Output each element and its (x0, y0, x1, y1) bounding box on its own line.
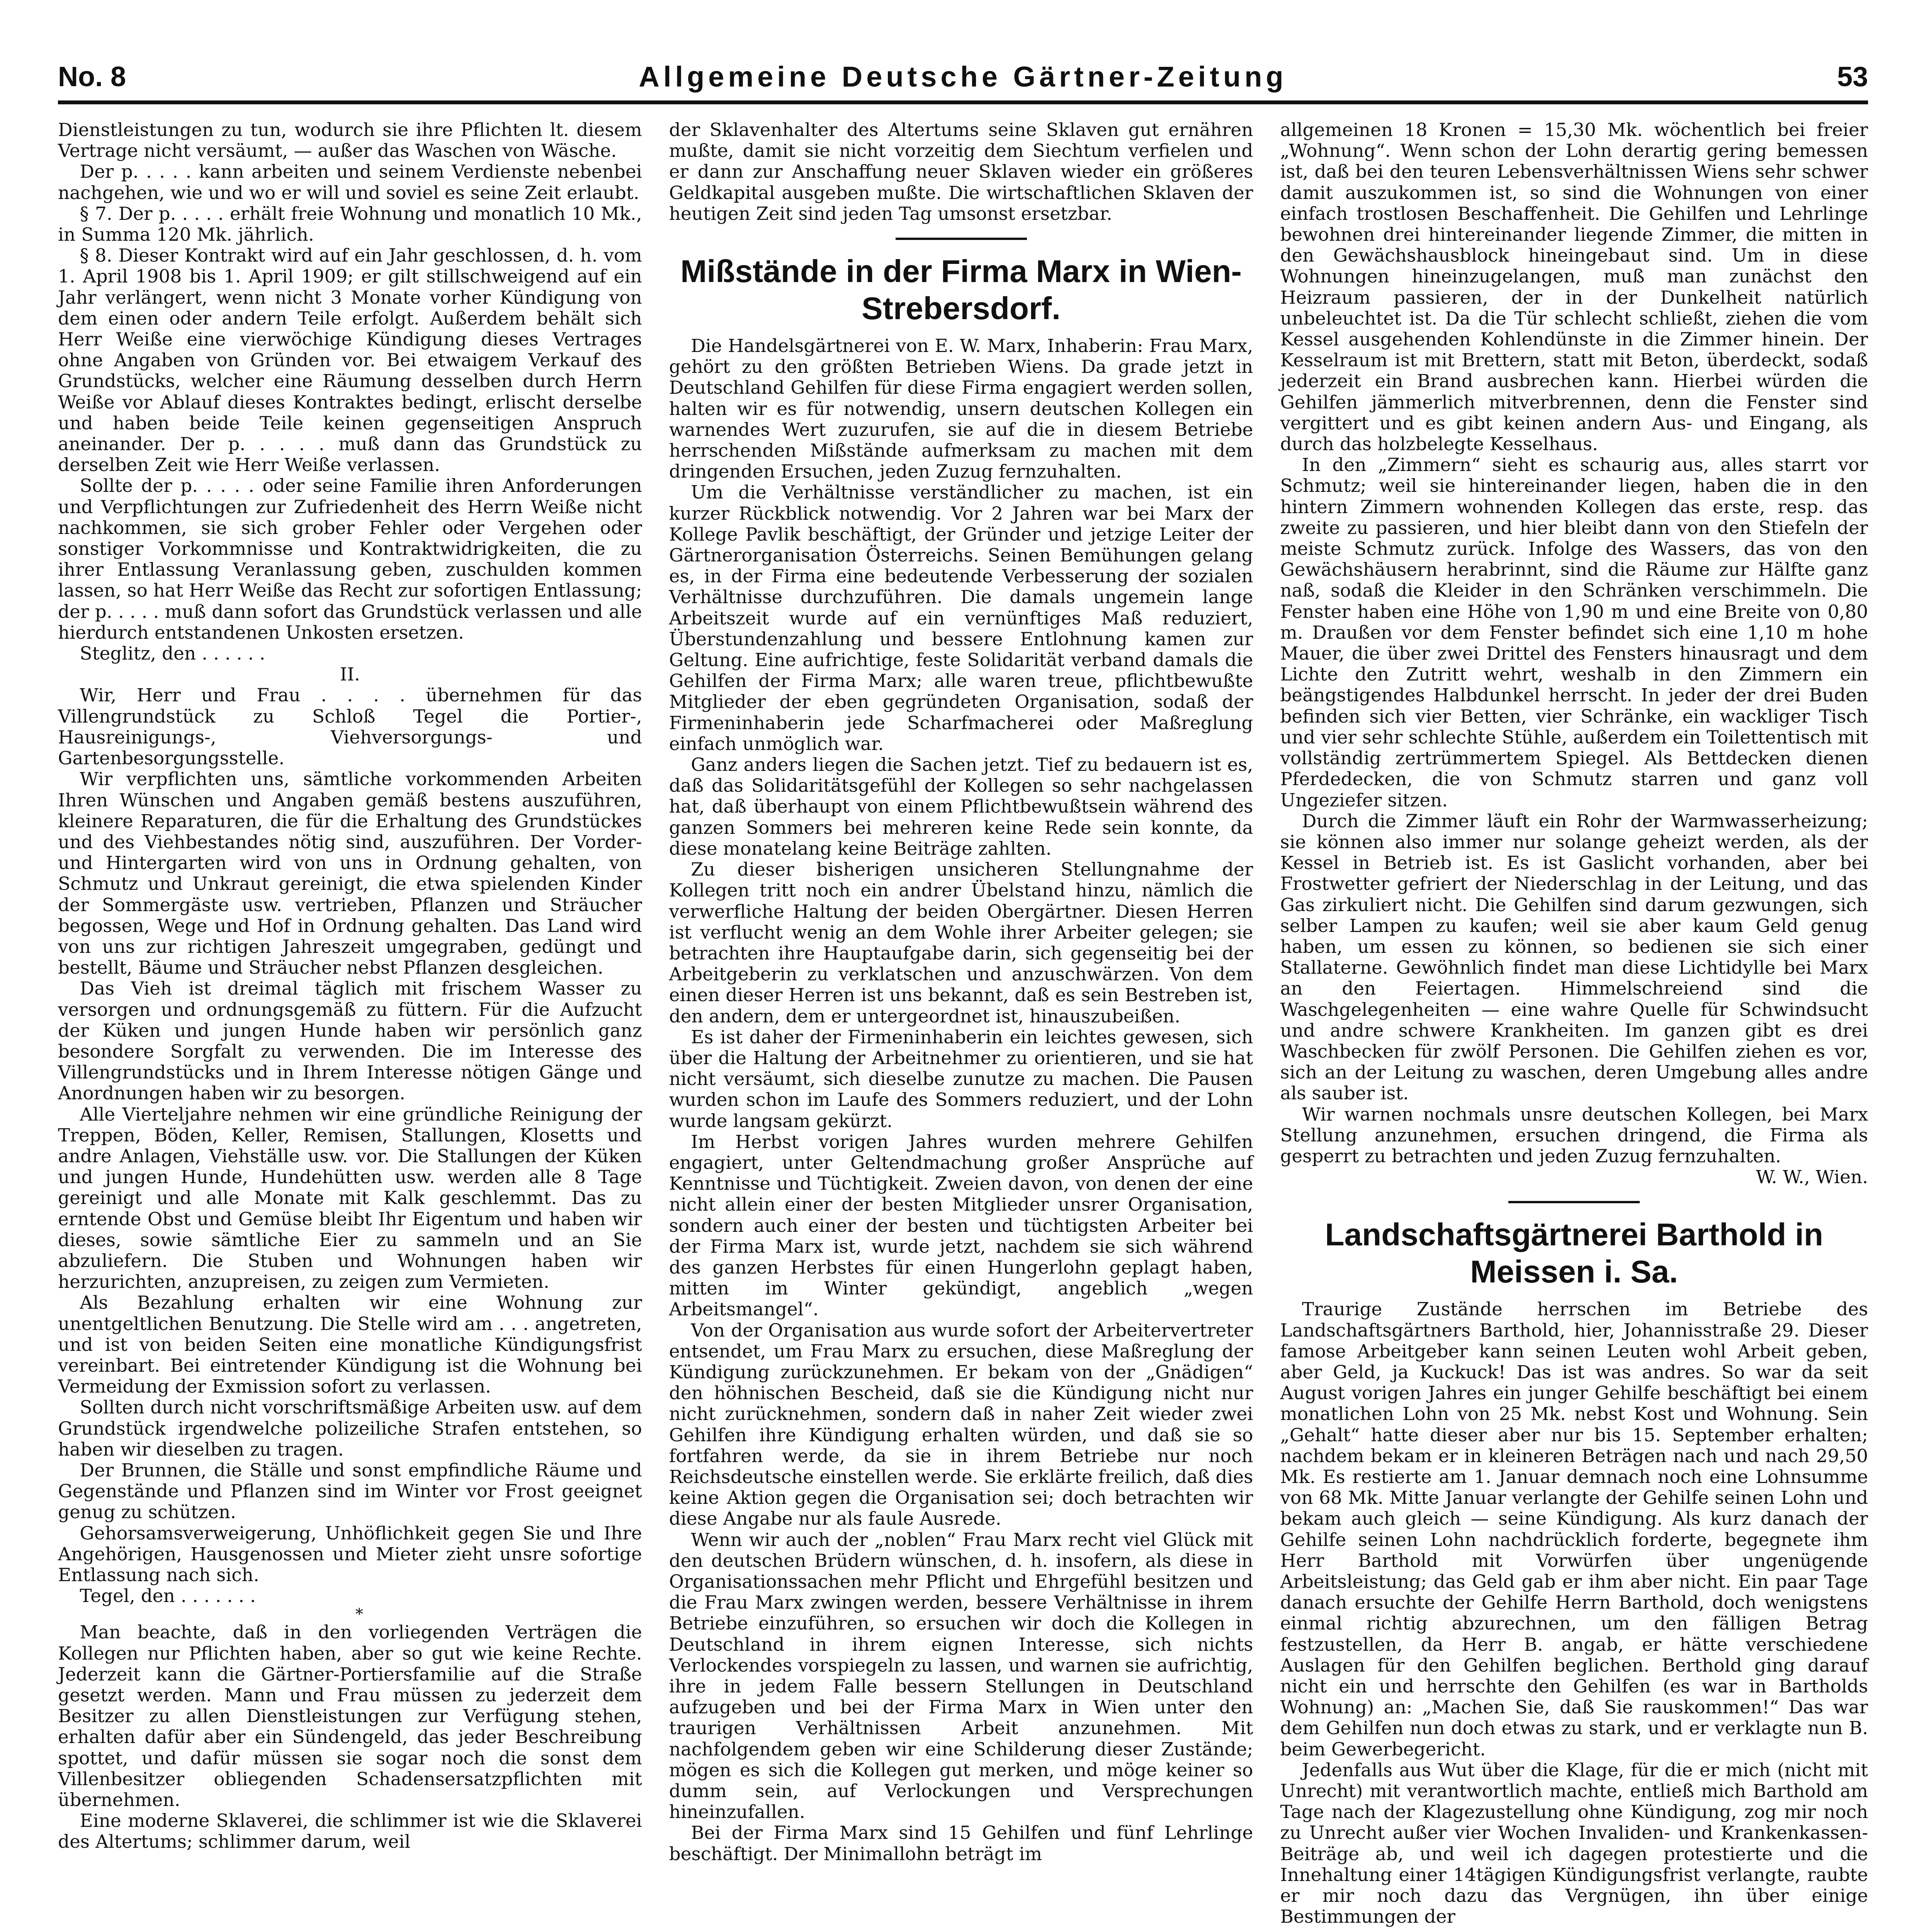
paragraph: Traurige Zustände herrschen im Betriebe des Landschaftsgärtners Barthold, hier, Johannisstraße 29. Dieser famose Arbeitgeber kann seinen Leuten wohl Arbeit geben, aber Geld, ja Kuckuck! Das ist was andres. So war da seit August vorigen Jahres ein junger Gehilfe beschäftigt bei einem monatlichen Lohn von 25 Mk. nebst Kost und Wohnung. Sein „Gehalt“ hatte dieser aber nur bis 15. September erhalten; nachdem bekam er in kleineren Beträgen nach und nach 29,50 Mk. Es restierte am 1. Januar demnach noch eine Lohnsumme von 68 Mk. Mitte Januar verlangte der Gehilfe seinen Lohn und bekam auch gleich — seine Kündigung. Als kurz danach der Gehilfe seinen Lohn nachdrücklich forderte, begegnete ihm Herr Barthold mit Vorwürfen über ungenügende Arbeitsleistung; das Geld gab er ihm aber nicht. Ein paar Tage danach ersuchte der Gehilfe Herrn Barthold, doch wenigstens einmal richtig abzurechnen, um den fälligen Betrag festzustellen, da Herr B. angab, er hätte verschiedene Auslagen für den Gehilfen beglichen. Berthold ging darauf nicht ein und herrschte den Gehilfen (es war in Bartholds Wohnung) an: „Machen Sie, daß Sie rauskommen!“ Das war dem Gehilfen nun doch etwas zu stark, und er verklagte nun B. beim Gewerbegericht. (1280, 1299, 1868, 1760)
place-date-line: Steglitz, den . . . . . . (80, 643, 265, 665)
paragraph: allgemeinen 18 Kronen = 15,30 Mk. wöchentlich bei freier „Wohnung“. Wenn schon der Lohn derartig gering bemessen ist, daß bei den teuren Lebensverhältnissen Wiens sehr schwer damit auszukommen ist, so sind die Wohnungen von einer einfach trostlosen Beschaffenheit. Die Gehilfen und Lehrlinge bewohnen drei hintereinander liegende Zimmer, die mitten in den Gewächshausblock hineingebaut sind. Um in diese Wohnungen hineinzugelangen, muß man zunächst den Heizraum passieren, der in der Dunkelheit natürlich unbeleuchtet ist. Da die Tür schlecht schließt, ziehen die vom Kessel ausgehenden Kohlendünste in die Zimmer hinein. Der Kesselraum ist mit Brettern, statt mit Beton, überdeckt, sodaß jederzeit ein Brand ausbrechen kann. Hierbei würden die Gehilfen jämmerlich mitverbrennen, denn die Fenster sind vergittert und es gibt keinen andern Aus- und Eingang, als durch das holzbelegte Kesselhaus. (1280, 119, 1868, 455)
paragraph: Sollte der p. . . . . oder seine Familie ihren Anforderungen und Verpflichtungen zur Zufriedenheit des Herrn Weiße nicht nachkommen, sie sich grober Fehler oder Vergehen oder sonstiger Vorkommnisse und Kontraktwidrigkeiten, die zu ihrer Entlassung Veranlassung geben, zuschulden kommen lassen, so hat Herr Weiße das Recht zur sofortigen Entlassung; der p. . . . . muß dann sofort das Grundstück verlassen und alle hierdurch entstandenen Unkosten ersetzen. (58, 475, 642, 643)
paragraph: Alle Vierteljahre nehmen wir eine gründliche Reinigung der Treppen, Böden, Keller, Remisen, Stallungen, Klosetts und andre Anlagen, Viehställe usw. vor. Die Stallungen der Küken und jungen Hunde, Hundehütten usw. werden alle 8 Tage gereinigt und alle Monate mit Kalk geschlemmt. Das zu erntende Obst und Gemüse bleibt Ihr Eigentum und haben wir dieses, sowie sämtliche Eier zu sammeln und an Sie abzuliefern. Die Stuben und Wohnungen haben wir herzurichten, anzupreisen, zu zeigen zum Vermieten. (58, 1104, 642, 1293)
newspaper-title: Allgemeine Deutsche Gärtner-Zeitung (639, 61, 1287, 93)
column-1 (58, 120, 642, 1853)
paragraph: Eine moderne Sklaverei, die schlimmer ist wie die Sklaverei des Altertums; schlimmer darum, weil (58, 1810, 642, 1853)
paragraph: Das Vieh ist dreimal täglich mit frischem Wasser zu versorgen und ordnungsgemäß zu füttern. Für die Aufzucht der Küken und jungen Hunde haben wir persönlich ganz besondere Sorgfalt zu verwenden. Die im Interesse des Villengrundstücks und in Ihrem Interesse nötigen Gänge und Anordnungen haben wir zu besorgen. (58, 978, 642, 1104)
paragraph: Wenn wir auch der „noblen“ Frau Marx recht viel Glück mit den deutschen Brüdern wünschen, d. h. insofern, als diese in Organisationssachen mehr Pflicht und Ehrgefühl besitzen und die Frau Marx zwingen werden, bessere Verhältnisse in ihrem Betriebe einzuführen, so ersuchen wir doch die Kollegen in Deutschland in ihrem eignen Interesse, sich nichts Verlockendes vorspiegeln zu lassen, und warnen sie aufrichtig, ihre in jedem Falle bessern Stellungen in Deutschland aufzugeben und bei der Firma Marx in Wien unter den traurigen Verhältnissen Arbeit anzunehmen. Mit nachfolgendem geben wir eine Schilderung dieser Zustände; mögen es sich die Kollegen gut merken, und möge keiner so dumm sein, auf Verlockungen und Versprechungen hineinzufallen. (669, 1529, 1253, 1823)
section-numeral: II. (340, 664, 360, 685)
text-columns (58, 120, 1868, 1927)
paragraph: § 7. Der p. . . . . erhält freie Wohnung und monatlich 10 Mk., in Summa 120 Mk. jährlich. (58, 203, 642, 246)
section-break-star: * (355, 1605, 363, 1624)
article-separator (1508, 1201, 1640, 1203)
article-separator (896, 238, 1027, 240)
paragraph: Man beachte, daß in den vorliegenden Verträgen die Kollegen nur Pflichten haben, aber so gut wie keine Rechte. Jederzeit kann die Gärtner-Portiersfamilie auf die Straße gesetzt werden. Mann und Frau müssen zu jederzeit dem Besitzer zu allen Dienstleistungen zur Verfügung stehen, erhalten dafür aber ein Sündengeld, das jeder Beschreibung spottet, und dafür müssen sie sogar noch die sonst dem Villenbesitzer obliegenden Schadensersatzpflichten mit übernehmen. (58, 1622, 642, 1811)
paragraph: Sollten durch nicht vorschriftsmäßige Arbeiten usw. auf dem Grundstück irgendwelche polizeiliche Strafen entstehen, so haben wir dieselben zu tragen. (58, 1397, 642, 1460)
paragraph: Als Bezahlung erhalten wir eine Wohnung zur unentgeltlichen Benutzung. Die Stelle wird am . . . angetreten, und ist von beiden Seiten eine monatliche Kündigungsfrist vereinbart. Bei eintretender Kündigung ist die Wohnung bei Vermeidung der Exmission sofort zu verlassen. (58, 1292, 642, 1398)
place-date-line: Tegel, den . . . . . . . (80, 1585, 256, 1607)
paragraph: Im Herbst vorigen Jahres wurden mehrere Gehilfen engagiert, unter Geltendmachung großer Ansprüche auf Kenntnisse und Tüchtigkeit. Zweien davon, von denen der eine nicht allein einer der besten Mitglieder unsrer Organisation, sondern auch einer der besten und tüchtigsten Arbeiter bei der Firma Marx ist, wurde jetzt, nachdem sie sich während des ganzen Herbstes für einen Hungerlohn geplagt haben, mitten im Winter gekündigt, angeblich „wegen Arbeitsmangel“. (669, 1131, 1253, 1320)
paragraph: Gehorsamsverweigerung, Unhöflichkeit gegen Sie und Ihre Angehörigen, Hausgenossen und Mieter zieht unsre sofortige Entlassung nach sich. (58, 1522, 642, 1586)
column-3 (1280, 120, 1868, 1927)
article-signature: W. W., Wien. (1756, 1167, 1868, 1188)
paragraph: Es ist daher der Firmeninhaberin ein leichtes gewesen, sich über die Haltung der Arbeitnehmer zu orientieren, und sie hat nicht versäumt, sich dieselbe zunutze zu machen. Die Pausen wurden schon im Laufe des Sommers reduziert, und der Lohn wurde langsam gekürzt. (669, 1026, 1253, 1132)
paragraph: In den „Zimmern“ sieht es schaurig aus, alles starrt vor Schmutz; weil sie hintereinander liegen, haben die in den hintern Zimmern wohnenden Kollegen das erste, resp. das zweite zu passieren, und hier bleibt dann von den Stiefeln der meiste Schmutz zurück. Infolge des Wassers, das von den Gewächshäusern herabrinnt, sind die Räume zur Hälfte ganz naß, sodaß die Kleider in den Schränken verschimmeln. Die Fenster haben eine Höhe von 1,90 m und eine Breite von 0,80 m. Draußen vor dem Fenster befindet sich eine 1,10 m hohe Mauer, die über zwei Drittel des Fensters hinausragt und dem Lichte den Zutritt wehrt, weshalb in den Zimmern ein beängstigendes Halbdunkel herrscht. In jeder der drei Buden befinden sich vier Betten, vier Schränke, ein wackliger Tisch und vier sehr schlechte Stühle, außerdem ein Toilettentisch mit vollständig zertrümmertem Spiegel. Als Bettdecken dienen Pferdedecken, die von Schmutz starren und ganz voll Ungeziefer sitzen. (1280, 454, 1868, 811)
paragraph: Der p. . . . . kann arbeiten und seinem Verdienste nebenbei nachgehen, wie und wo er will und soviel es seine Zeit erlaubt. (58, 161, 642, 204)
page-header (58, 58, 1868, 104)
paragraph: Von der Organisation aus wurde sofort der Arbeitervertreter entsendet, um Frau Marx zu ersuchen, diese Maßreglung der Kündigung zurückzunehmen. Er bekam von der „Gnädigen“ den höhnischen Bescheid, daß sie die Kündigung nicht nur nicht zurücknehmen, sondern daß in naher Zeit wieder zwei Gehilfen ihre Kündigung erhalten würden, und daß sie so fortfahren werde, da sie in ihrem Betriebe nur noch Reichsdeutsche einstellen werde. Sie erklärte freilich, daß dies keine Aktion gegen die Organisation sei; doch betrachten wir diese Angabe nur als faule Ausrede. (669, 1320, 1253, 1530)
paragraph: Jedenfalls aus Wut über die Klage, für die er mich (nicht mit Unrecht) mit verantwortlich machte, entließ mich Barthold am Tage nach der Klagezustellung ohne Kündigung, zog mir noch zu Unrecht außer vier Wochen Invaliden- und Krankenkassen-Beiträge ab, und weil ich dagegen protestierte und die Innehaltung einer 14tägigen Kündigungsfrist verlangte, raubte er mir noch dazu das Vergnügen, ihn über einige Bestimmungen der (1280, 1759, 1868, 1928)
paragraph: Zu dieser bisherigen unsicheren Stellungnahme der Kollegen tritt noch ein andrer Übelstand hinzu, nämlich die verwerfliche Haltung der beiden Obergärtner. Diesen Herren ist verflucht wenig an dem Wohle ihrer Arbeiter gelegen; sie betrachten ihre Hauptaufgabe darin, sich gegenseitig bei der Arbeitgeberin zu verklatschen und anzuschwärzen. Von dem einen dieser Herren ist uns bekannt, daß es sein Bestreben ist, den andern, dem er untergeordnet ist, hinauszubeißen. (669, 859, 1253, 1027)
paragraph: Der Brunnen, die Ställe und sonst empfindliche Räume und Gegenstände und Pflanzen sind im Winter vor Frost geeignet genug zu schützen. (58, 1460, 642, 1523)
column-2 (669, 120, 1253, 1865)
paragraph: Bei der Firma Marx sind 15 Gehilfen und fünf Lehrlinge beschäftigt. Der Minimallohn beträgt im (669, 1822, 1253, 1865)
paragraph: Dienstleistungen zu tun, wodurch sie ihre Pflichten lt. diesem Vertrage nicht versäumt, — außer das Waschen von Wäsche. (58, 119, 642, 162)
paragraph: Wir, Herr und Frau . . . . übernehmen für das Villengrundstück zu Schloß Tegel die Portier-, Hausreinigungs-, Viehversorgungs- und Gartenbesorgungsstelle. (58, 685, 642, 769)
article-title-barthold: Landschaftsgärtnerei Barthold in Meissen i. Sa. (1325, 1217, 1823, 1290)
paragraph: Durch die Zimmer läuft ein Rohr der Warmwasserheizung; sie können also immer nur solange geheizt werden, als der Kessel in Betrieb ist. Es ist Gaslicht vorhanden, aber bei Frostwetter gefriert der Niederschlag in der Leitung, und das Gas zirkuliert nicht. Die Gehilfen sind darum gezwungen, sich selber Lampen zu kaufen; weil sie aber kaum Geld genug haben, um essen zu können, so bedienen sie sich einer Stallaterne. Gewöhnlich findet man diese Lichtidylle bei Marx an den Feiertagen. Himmelschreiend sind die Waschgelegenheiten — eine wahre Quelle für Schwindsucht und andre schwere Krankheiten. Im ganzen gibt es drei Waschbecken für zwölf Personen. Die Gehilfen ziehen es vor, sich an der Leitung zu waschen, deren Umgebung alles andre als sauber ist. (1280, 810, 1868, 1104)
page-number: 53 (1837, 61, 1868, 92)
paragraph: Ganz anders liegen die Sachen jetzt. Tief zu bedauern ist es, daß das Solidaritätsgefühl der Kollegen so sehr nachgelassen hat, daß überhaupt von einem Pflichtbewußtsein während des ganzen Sommers bei mehreren keine Rede sein konnte, da diese monatelang keine Beiträge zahlten. (669, 754, 1253, 859)
paragraph: Die Handelsgärtnerei von E. W. Marx, Inhaberin: Frau Marx, gehört zu den größten Betrieben Wiens. Da grade jetzt in Deutschland Gehilfen für diese Firma engagiert werden sollen, halten wir es für notwendig, unsern deutschen Kollegen ein warnendes Wert zuzurufen, sie auf die in diesem Betriebe herrschenden Mißstände aufmerksam zu machen mit dem dringenden Ersuchen, jeden Zuzug fernzuhalten. (669, 335, 1253, 483)
paragraph: der Sklavenhalter des Altertums seine Sklaven gut ernähren mußte, damit sie nicht vorzeitig dem Siechtum verfielen und er dann zur Anschaffung neuer Sklaven wieder ein größeres Geldkapital ausgeben mußte. Die wirtschaftlichen Sklaven der heutigen Zeit sind jeden Tag umsonst ersetzbar. (669, 119, 1253, 224)
paragraph: Wir warnen nochmals unsre deutschen Kollegen, bei Marx Stellung anzunehmen, ersuchen dringend, die Firma als gesperrt zu betrachten und jeden Zuzug fernzuhalten. (1280, 1104, 1868, 1167)
paragraph: Wir verpflichten uns, sämtliche vorkommenden Arbeiten Ihren Wünschen und Angaben gemäß bestens auszuführen, kleinere Reparaturen, die für die Erhaltung des Grundstückes und des Viehbestandes nötig sind, auszuführen. Der Vorder- und Hintergarten wird von uns in Ordnung gehalten, von Schmutz und Unkraut gereinigt, die etwa spielenden Kinder der Sommergäste usw. vertrieben, Pflanzen und Sträucher begossen, Wege und Hof in Ordnung gehalten. Das Land wird von uns zur richtigen Jahreszeit umgegraben, gedüngt und bestellt, Bäume und Sträucher nebst Pflanzen desgleichen. (58, 769, 642, 979)
paragraph: Um die Verhältnisse verständlicher zu machen, ist ein kurzer Rückblick notwendig. Vor 2 Jahren war bei Marx der Kollege Pavlik beschäftigt, der Gründer und jetzige Leiter der Gärtnerorganisation Österreichs. Seinen Bemühungen gelang es, in der Firma eine bedeutende Verbesserung der sozialen Verhältnisse durchzuführen. Die damals ungemein lange Arbeitszeit wurde auf ein vernünftiges Maß reduziert, Überstundenzahlung und bessere Entlohnung kamen zur Geltung. Eine aufrichtige, feste Solidarität verband damals die Gehilfen der Firma Marx; alle waren treue, pflichtbewußte Mitglieder der eben gegründeten Organisation, sodaß der Firmeninhaberin jede Scharfmacherei oder Maßreglung einfach unmöglich war. (669, 482, 1253, 755)
article-title-marx: Mißstände in der Firma Marx in Wien-Strebersdorf. (680, 254, 1242, 327)
issue-number: No. 8 (58, 61, 126, 92)
paragraph: § 8. Dieser Kontrakt wird auf ein Jahr geschlossen, d. h. vom 1. April 1908 bis 1. April 1909; er gilt stillschweigend auf ein Jahr verlängert, wenn nicht 3 Monate vorher Kündigung von dem einen oder andern Teile erfolgt. Außerdem behält sich Herr Weiße eine vierwöchige Kündigung dieses Vertrages ohne Angaben von Gründen vor. Bei etwaigem Verkauf des Grundstücks, welcher eine Räumung desselben durch Herrn Weiße vor Ablauf dieses Kontraktes bedingt, erlischt derselbe und haben beide Teile keinen gegenseitigen Anspruch aneinander. Der p. . . . . muß dann das Grundstück zu derselben Zeit wie Herr Weiße verlassen. (58, 245, 642, 476)
